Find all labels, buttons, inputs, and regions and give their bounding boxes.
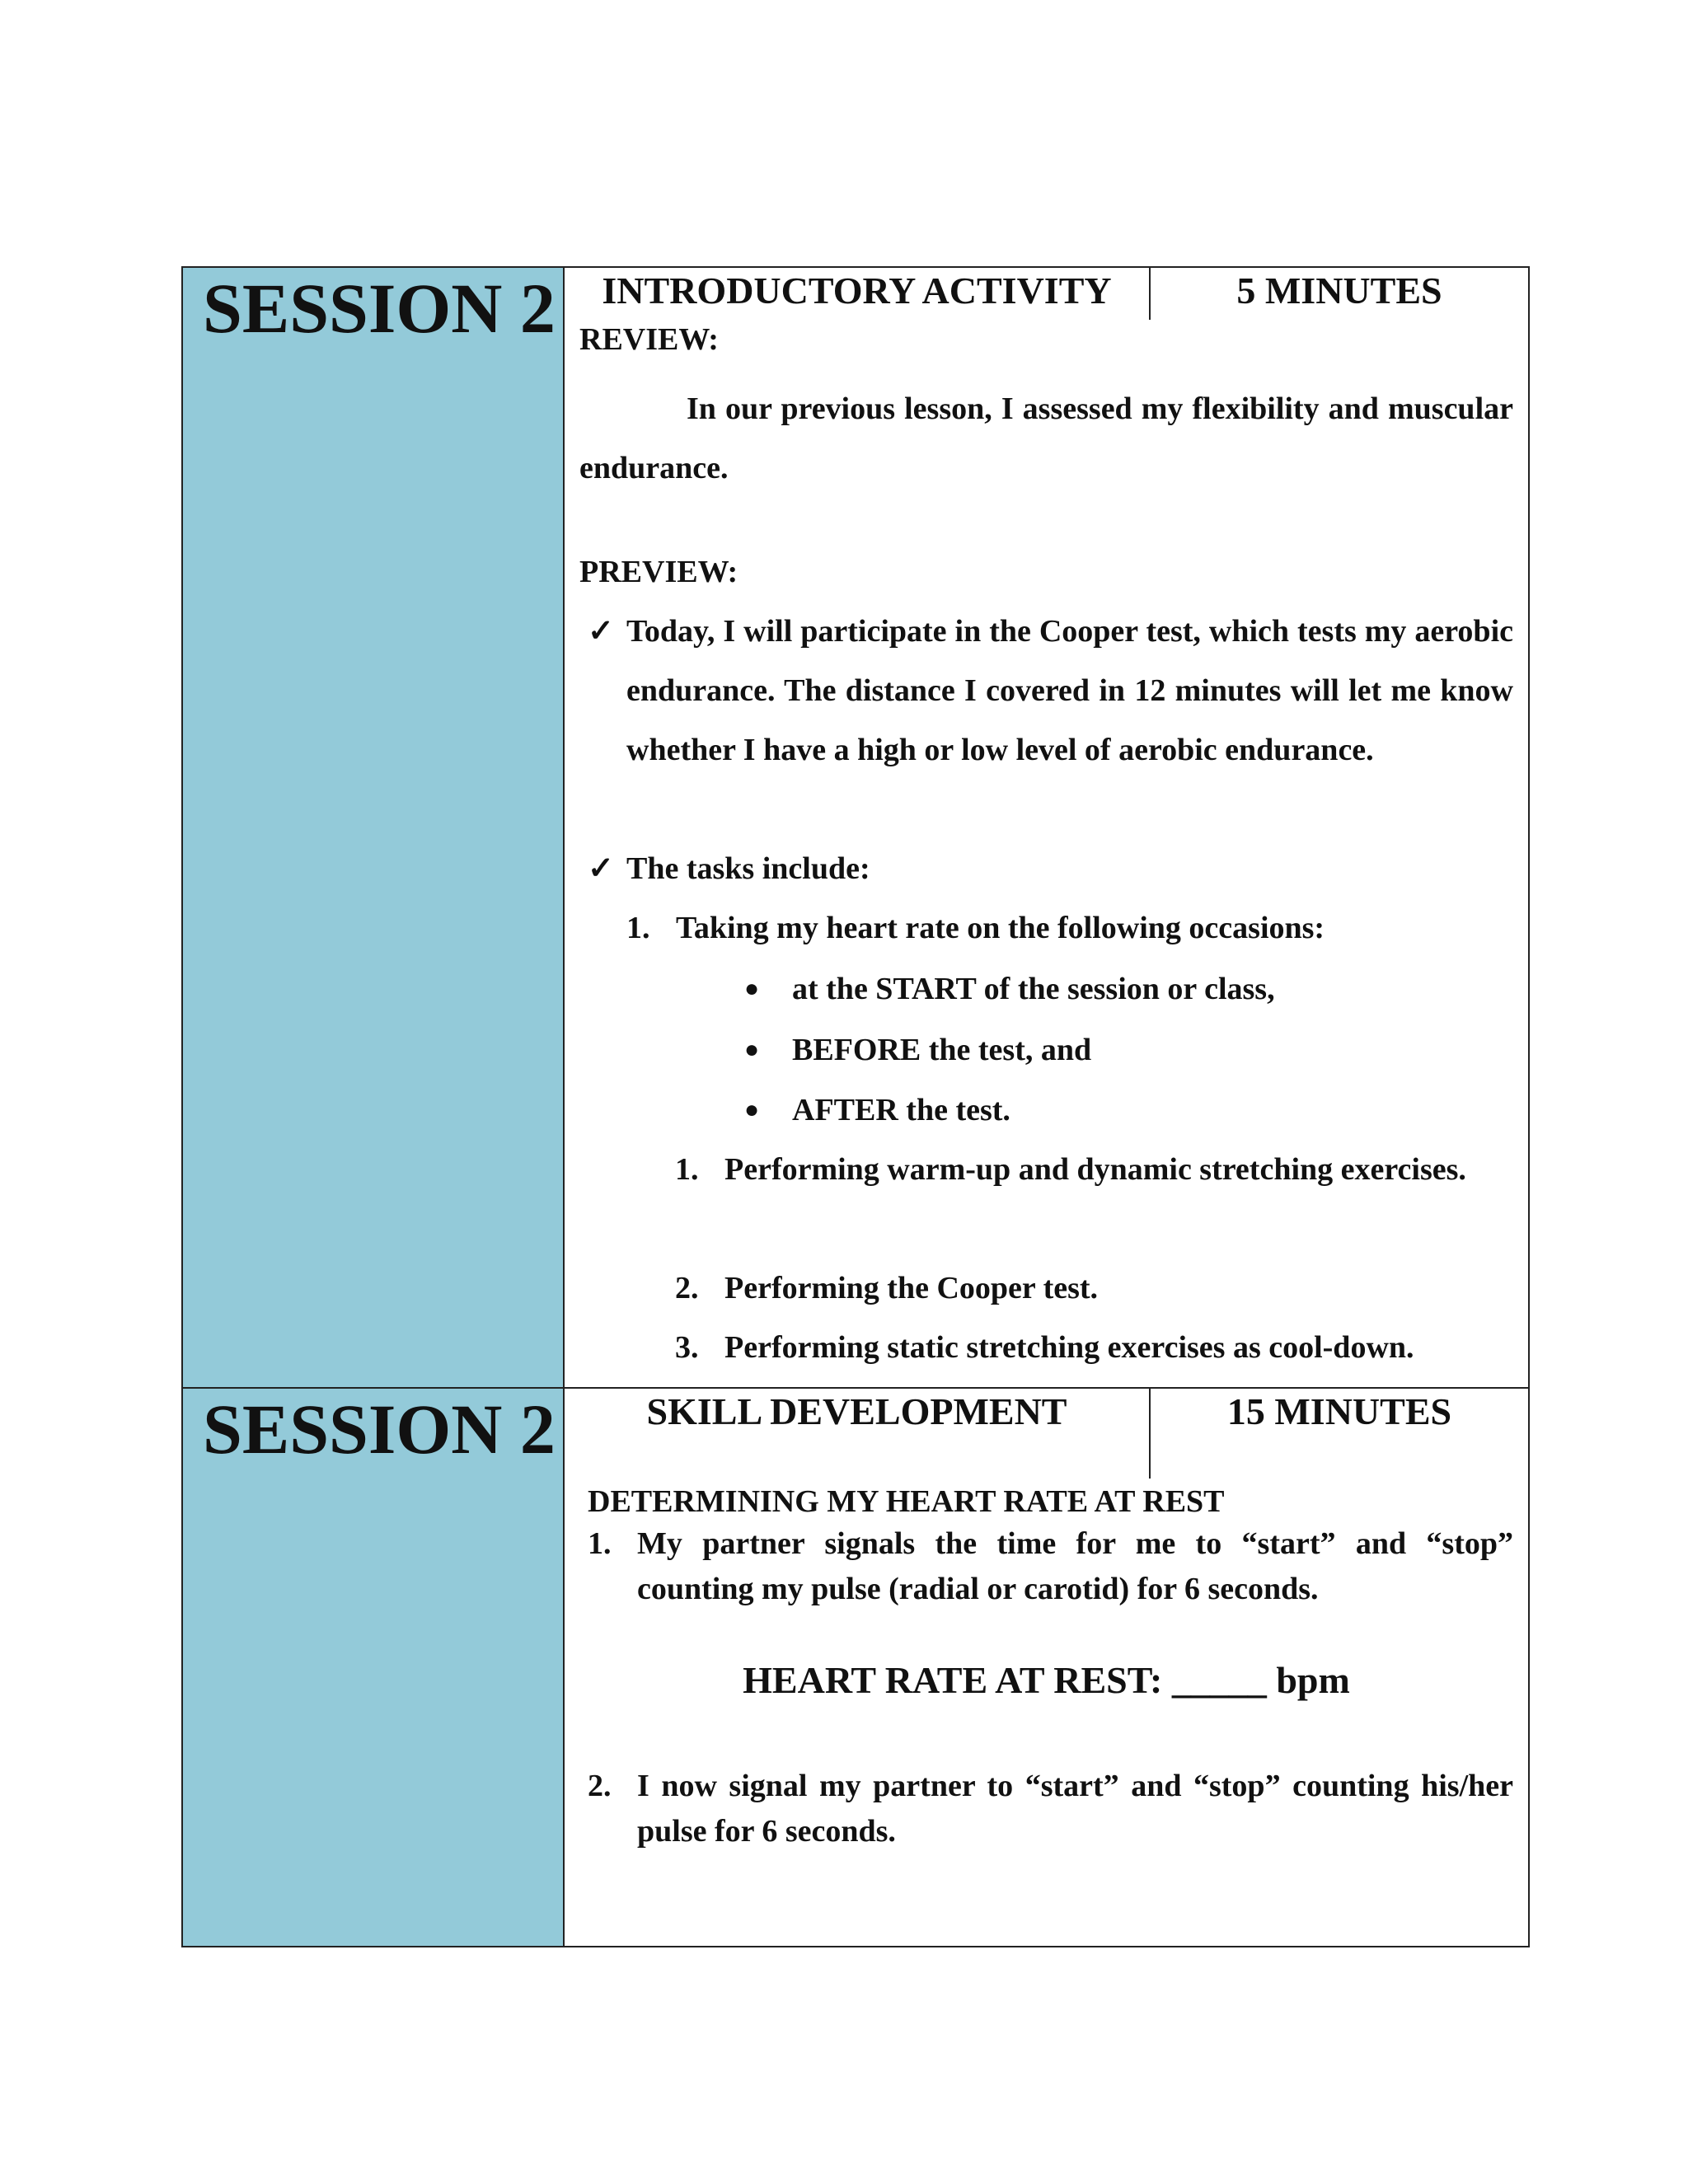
occasion-item [744,1080,1513,1140]
preview-item-text: Today, I will participate in the Cooper test, which tests my aerobic endurance. The distance I covered in 12 minutes will let me know whether I have a high or low level of aerobic endurance. [626,614,1513,767]
preview-item [588,839,1513,898]
occasion-item [744,959,1513,1019]
occasion-text: AFTER the test. [792,1093,1010,1127]
activity-title-cell [563,266,1151,321]
step-text: I now signal my partner to “start” and “stop” counting his/her pulse for 6 seconds. [637,1769,1513,1849]
task-number: 2. [675,1271,699,1305]
task-item [675,1140,1513,1199]
activity-duration-cell [1149,1387,1530,1480]
occasion-item [744,1020,1513,1080]
task-text: Performing static stretching exercises as cool-down. [724,1330,1414,1365]
preview-item [588,602,1513,780]
activity-title: SKILL DEVELOPMENT [646,1390,1067,1432]
bullet-icon: ● [744,1036,760,1063]
review-heading: REVIEW: [579,322,719,357]
task-number: 1. [626,911,650,945]
session-label: SESSION 2 [203,269,556,348]
activity-duration-cell [1149,266,1530,321]
bullet-icon: ● [744,1096,760,1123]
task-item [675,1318,1513,1377]
review-text: In our previous lesson, I assessed my flexibility and muscular endurance. [579,391,1513,485]
session-label-cell [181,266,565,1389]
activity-title-cell [563,1387,1151,1480]
preview-heading: PREVIEW: [579,555,738,589]
task-text: Performing warm-up and dynamic stretching exercises. [724,1152,1466,1187]
step-number: 2. [588,1769,612,1803]
task-text: Performing the Cooper test. [724,1271,1099,1305]
occasion-text: BEFORE the test, and [792,1033,1092,1067]
activity-duration: 15 MINUTES [1226,1390,1452,1432]
step-text: My partner signals the time for me to “start” and “stop” counting my pulse (radial or carotid) for 6 seconds. [637,1526,1513,1606]
preview-item-text: The tasks include: [626,851,870,886]
session-label: SESSION 2 [203,1390,556,1469]
step-item [588,1764,1513,1854]
check-icon: ✓ [588,851,614,886]
skill-subheading: DETERMINING MY HEART RATE AT REST [588,1484,1225,1519]
heart-rate-at-rest-line: HEART RATE AT REST: _____ bpm [743,1659,1350,1701]
step-number: 1. [588,1526,612,1561]
occasion-text: at the START of the session or class, [792,972,1275,1006]
task-item [626,898,1513,958]
step-item [588,1521,1513,1612]
task-number: 1. [675,1152,699,1187]
check-icon: ✓ [588,614,614,649]
task-text: Taking my heart rate on the following occasions: [676,911,1325,945]
task-number: 3. [675,1330,699,1365]
activity-body [563,1479,1530,1947]
task-item [675,1258,1513,1318]
bullet-icon: ● [744,975,760,1002]
activity-body [563,320,1530,1389]
activity-duration: 5 MINUTES [1236,269,1442,312]
activity-title: INTRODUCTORY ACTIVITY [602,269,1112,312]
session-label-cell [181,1387,565,1947]
